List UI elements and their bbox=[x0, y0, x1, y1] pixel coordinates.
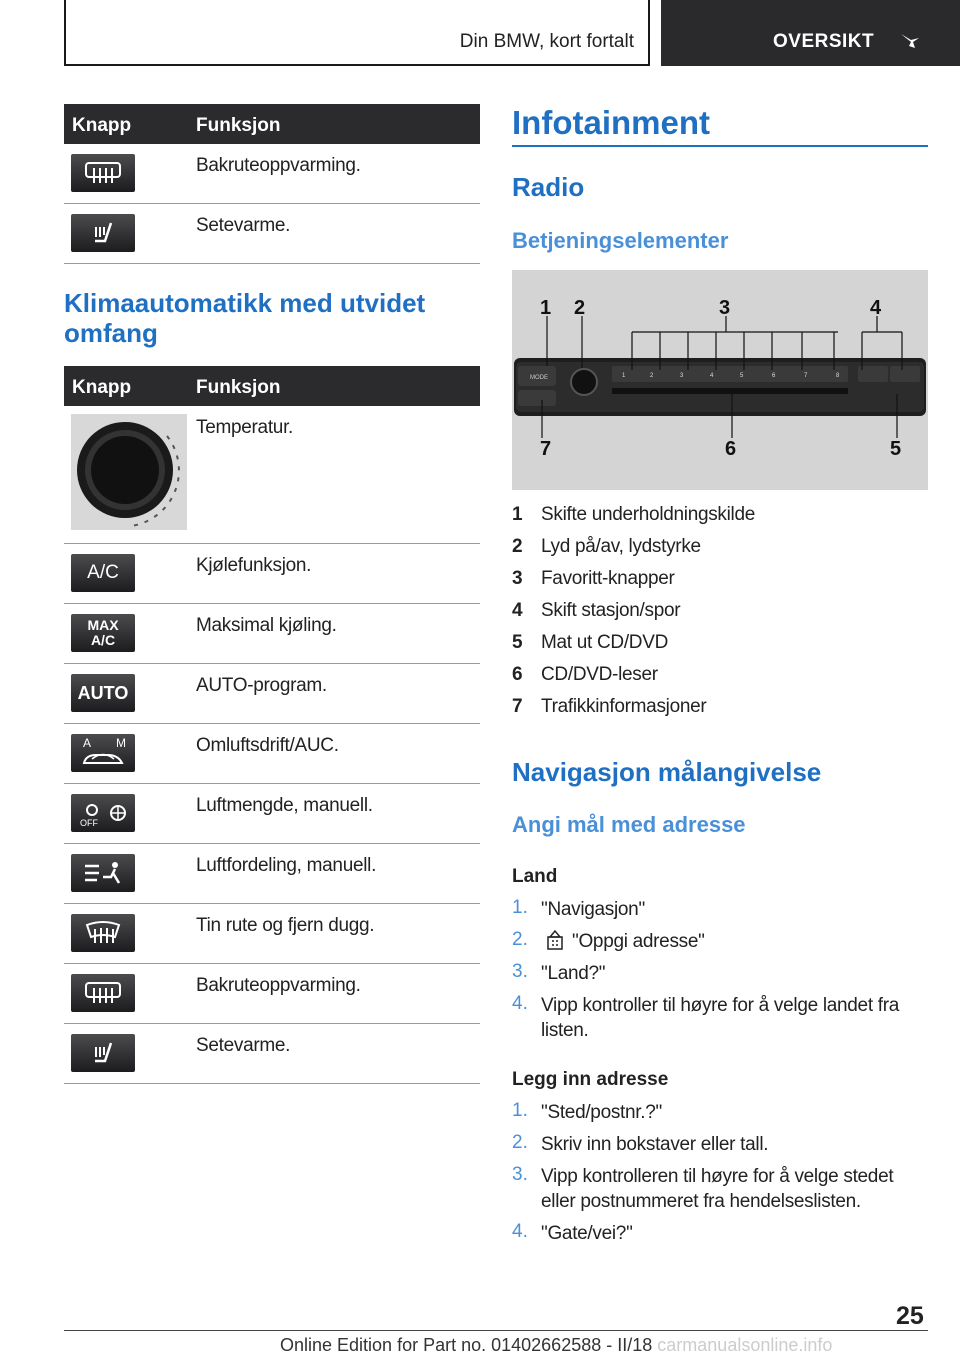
header-knapp: Knapp bbox=[72, 377, 132, 398]
legend-text: Mat ut CD/DVD bbox=[541, 632, 669, 653]
fan-icon bbox=[71, 794, 135, 832]
callout-3: 3 bbox=[719, 297, 731, 319]
callout-6: 6 bbox=[725, 438, 737, 460]
step-number: 3. bbox=[512, 961, 528, 982]
step-number: 2. bbox=[512, 929, 528, 950]
row-label: Bakruteoppvarming. bbox=[196, 155, 361, 176]
watermark-text: carmanualsonline.info bbox=[657, 1335, 833, 1355]
header-section: OVERSIKT bbox=[773, 31, 875, 52]
header-chapter: Din BMW, kort fortalt bbox=[459, 31, 634, 52]
step-text: Vipp kontrolleren til høyre for å velge stedet eller postnummeret fra hendelseslisten. bbox=[541, 1166, 894, 1212]
callout-5: 5 bbox=[890, 438, 902, 460]
table-buttons-2 bbox=[64, 366, 480, 1084]
step-text: "Navigasjon" bbox=[541, 899, 645, 920]
section-title-climate bbox=[64, 288, 425, 348]
callout-1: 1 bbox=[540, 297, 552, 319]
callout-2: 2 bbox=[574, 297, 586, 319]
row-label: Luftfordeling, manuell. bbox=[196, 855, 377, 876]
legend-number: 2 bbox=[512, 536, 523, 557]
ac-text: A/C bbox=[90, 632, 116, 648]
fan-off-text: OFF bbox=[80, 818, 98, 828]
row-label: Maksimal kjøling. bbox=[196, 615, 337, 636]
recirc-a: A bbox=[83, 736, 92, 750]
header-section-box bbox=[661, 0, 960, 66]
step-text: Skriv inn bokstaver eller tall. bbox=[541, 1134, 769, 1155]
land-heading: Land bbox=[512, 866, 558, 887]
legend-text: Trafikkinformasjoner bbox=[541, 696, 707, 717]
temperature-knob-icon bbox=[71, 414, 187, 530]
recirculation-icon bbox=[71, 734, 135, 772]
step-text: Vipp kontroller til høyre for å velge landet fra listen. bbox=[541, 995, 900, 1041]
list-item bbox=[512, 1132, 928, 1157]
list-item bbox=[512, 897, 928, 922]
rear-window-defrost-icon bbox=[71, 154, 135, 192]
step-text: "Sted/postnr.?" bbox=[541, 1102, 662, 1123]
table-row bbox=[64, 406, 480, 544]
row-label: Setevarme. bbox=[196, 215, 291, 236]
legend-text: CD/DVD-leser bbox=[541, 664, 658, 685]
title-radio: Radio bbox=[512, 172, 585, 202]
table-buttons-1 bbox=[64, 104, 480, 264]
title-rule bbox=[512, 145, 928, 147]
table-header bbox=[64, 366, 480, 406]
legend-number: 5 bbox=[512, 632, 523, 653]
row-label: Setevarme. bbox=[196, 1035, 291, 1056]
table-row bbox=[64, 604, 480, 664]
table-row bbox=[64, 1024, 480, 1084]
list-item bbox=[512, 993, 928, 1043]
legend-number: 4 bbox=[512, 600, 523, 621]
row-label: Bakruteoppvarming. bbox=[196, 975, 361, 996]
header-chapter-box bbox=[64, 0, 650, 66]
seat-heating-icon bbox=[71, 1034, 135, 1072]
list-item bbox=[512, 1100, 928, 1125]
preset-4: 4 bbox=[710, 373, 714, 379]
seat-heating-icon bbox=[71, 214, 135, 252]
max-text: MAX bbox=[87, 617, 119, 633]
table-row bbox=[64, 664, 480, 724]
legend-number: 6 bbox=[512, 664, 523, 685]
step-number: 4. bbox=[512, 993, 528, 1014]
table-row bbox=[64, 784, 480, 844]
table-header bbox=[64, 104, 480, 144]
max-ac-icon bbox=[71, 614, 135, 652]
table-row bbox=[64, 904, 480, 964]
preset-3: 3 bbox=[680, 373, 684, 379]
step-number: 1. bbox=[512, 1100, 528, 1121]
title-infotainment: Infotainment bbox=[512, 104, 710, 141]
list-item bbox=[512, 929, 928, 954]
section-title-line1: Klimaautomatikk med utvidet bbox=[64, 288, 426, 318]
legend-text: Favoritt-knapper bbox=[541, 568, 675, 589]
address-icon bbox=[544, 929, 566, 951]
header-funksjon: Funksjon bbox=[196, 377, 281, 398]
row-label: AUTO-program. bbox=[196, 675, 327, 696]
legend-number: 7 bbox=[512, 696, 523, 717]
step-text: "Land?" bbox=[541, 963, 606, 984]
row-label: Temperatur. bbox=[196, 417, 294, 438]
table-row bbox=[64, 544, 480, 604]
callout-7: 7 bbox=[540, 438, 552, 460]
step-text: "Gate/vei?" bbox=[541, 1223, 633, 1244]
step-text: "Oppgi adresse" bbox=[572, 931, 705, 952]
header-funksjon: Funksjon bbox=[196, 115, 281, 136]
title-navigation: Navigasjon målangivelse bbox=[512, 757, 822, 787]
callout-4: 4 bbox=[870, 297, 882, 319]
preset-8: 8 bbox=[836, 373, 840, 379]
legend-number: 3 bbox=[512, 568, 523, 589]
section-title-line2: omfang bbox=[64, 318, 158, 348]
row-label: Tin rute og fjern dugg. bbox=[196, 915, 375, 936]
auto-icon: AUTO bbox=[71, 674, 135, 712]
preset-7: 7 bbox=[804, 373, 808, 379]
table-row bbox=[64, 724, 480, 784]
controls-legend bbox=[512, 504, 928, 724]
page-number: 25 bbox=[896, 1302, 924, 1330]
footer-rule bbox=[64, 1330, 928, 1331]
row-label: Kjølefunksjon. bbox=[196, 555, 312, 576]
air-distribution-icon bbox=[71, 854, 135, 892]
header-knapp: Knapp bbox=[72, 115, 132, 136]
legend-text: Skifte underholdningskilde bbox=[541, 504, 756, 525]
table-row bbox=[64, 144, 480, 204]
preset-6: 6 bbox=[772, 373, 776, 379]
table-row bbox=[64, 844, 480, 904]
footer-text bbox=[280, 1335, 832, 1356]
legend-text: Skift stasjon/spor bbox=[541, 600, 681, 621]
row-label: Luftmengde, manuell. bbox=[196, 795, 373, 816]
table-row bbox=[64, 964, 480, 1024]
list-item bbox=[512, 1221, 928, 1246]
radio-panel-image bbox=[512, 270, 928, 490]
step-number: 4. bbox=[512, 1221, 528, 1242]
car-key-icon bbox=[899, 28, 921, 50]
preset-5: 5 bbox=[740, 373, 744, 379]
row-label: Omluftsdrift/AUC. bbox=[196, 735, 339, 756]
step-number: 3. bbox=[512, 1164, 528, 1185]
edition-text: Online Edition for Part no. 01402662588 - II/18 bbox=[280, 1335, 653, 1355]
table-row bbox=[64, 204, 480, 264]
list-item bbox=[512, 1164, 928, 1214]
rear-window-defrost-icon bbox=[71, 974, 135, 1012]
address-heading: Legg inn adresse bbox=[512, 1069, 669, 1090]
legend-text: Lyd på/av, lydstyrke bbox=[541, 536, 701, 557]
windshield-defrost-icon bbox=[71, 914, 135, 952]
legend-number: 1 bbox=[512, 504, 523, 525]
preset-2: 2 bbox=[650, 373, 654, 379]
recirc-m: M bbox=[116, 736, 126, 750]
list-item bbox=[512, 961, 928, 986]
ac-icon: A/C bbox=[71, 554, 135, 592]
title-address: Angi mål med adresse bbox=[512, 812, 746, 837]
mode-label: MODE bbox=[530, 375, 548, 381]
step-number: 1. bbox=[512, 897, 528, 918]
title-controls: Betjeningselementer bbox=[512, 228, 729, 253]
preset-1: 1 bbox=[622, 373, 626, 379]
step-number: 2. bbox=[512, 1132, 528, 1153]
